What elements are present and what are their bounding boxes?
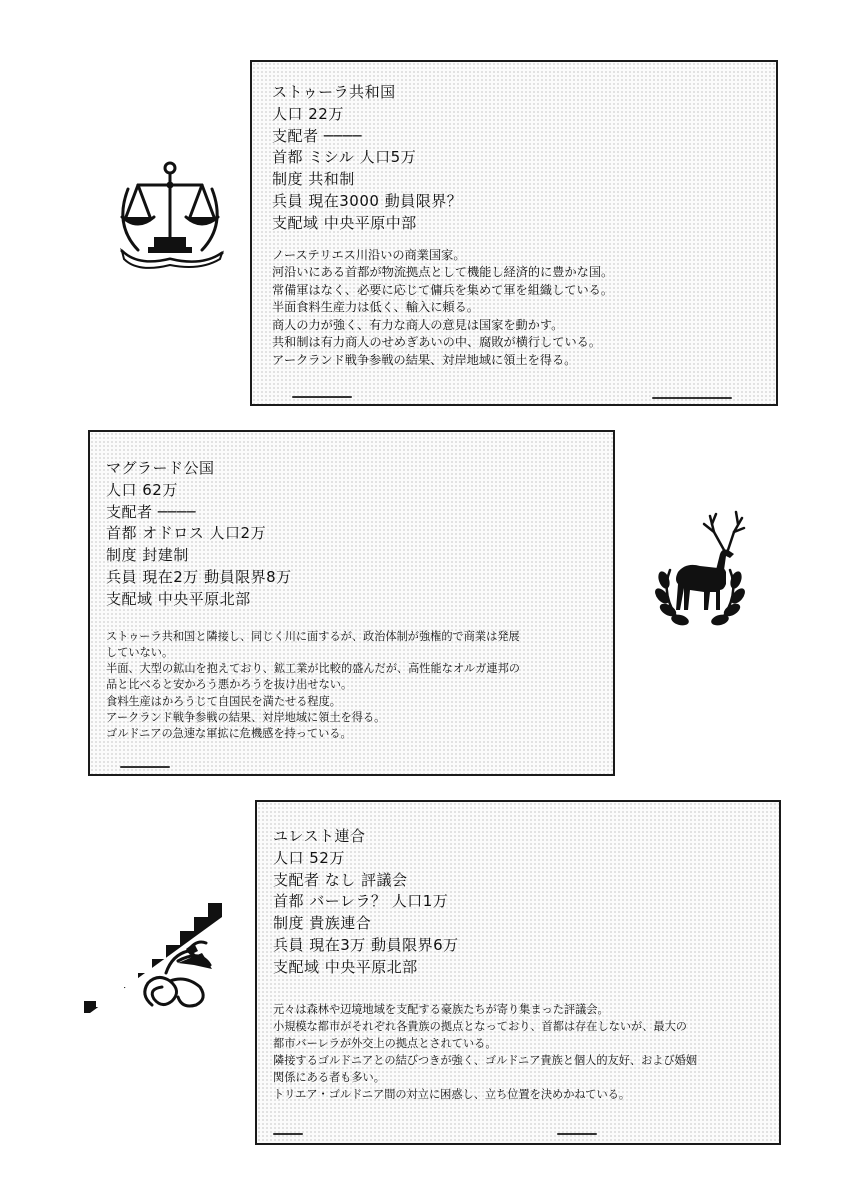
panel-yurest-union bbox=[255, 800, 781, 1145]
description-line: アークランド戦争参戦の結果、対岸地域に領土を得る。 bbox=[272, 352, 577, 367]
stats-block bbox=[272, 82, 613, 235]
dragon-emblem-icon bbox=[82, 895, 227, 1020]
stats-block bbox=[106, 458, 520, 611]
description-line: 半面、大型の鉱山を抱えており、鉱工業が比較的盛んだが、高性能なオルガ連邦の bbox=[106, 662, 520, 676]
stat-ruler: 支配者 なし 評議会 bbox=[273, 870, 408, 889]
panel-stura-republic bbox=[250, 60, 778, 406]
scratch-mark bbox=[652, 397, 732, 399]
stat-population: 人口 22万 bbox=[272, 104, 344, 123]
stats-block bbox=[273, 826, 697, 979]
description-line: ゴルドニアの急速な軍拡に危機感を持っている。 bbox=[106, 727, 352, 741]
stat-system: 制度 封建制 bbox=[106, 546, 189, 565]
scratch-mark bbox=[120, 766, 170, 768]
scratch-mark bbox=[292, 396, 352, 398]
description-line: 常備軍はなく、必要に応じて傭兵を集めて軍を組織している。 bbox=[272, 282, 614, 297]
description-line: 半面食料生産力は低く、輸入に頼る。 bbox=[272, 300, 479, 315]
panel-magrad-duchy bbox=[88, 430, 615, 776]
stat-troops: 兵員 現在3000 動員限界？ bbox=[272, 191, 463, 210]
description bbox=[273, 1001, 697, 1103]
description-line: 食料生産はかろうじて自国民を満たせる程度。 bbox=[106, 694, 341, 708]
description-line: 関係にある者も多い。 bbox=[273, 1070, 385, 1084]
stat-domain: 支配域 中央平原中部 bbox=[272, 213, 417, 232]
scratch-mark bbox=[557, 1133, 597, 1135]
stat-capital: 首都 オドロス 人口2万 bbox=[106, 524, 267, 543]
description bbox=[272, 247, 613, 370]
stag-emblem-icon bbox=[650, 510, 750, 632]
description-line: 小規模な都市がそれぞれ各貴族の拠点となっており、首都は存在しないが、最大の bbox=[273, 1019, 687, 1033]
description-line: していない。 bbox=[106, 645, 174, 659]
country-name: マグラード公国 bbox=[106, 459, 215, 477]
stat-domain: 支配域 中央平原北部 bbox=[106, 589, 251, 608]
stat-capital: 首都 バーレラ？ 人口1万 bbox=[273, 892, 449, 911]
stat-ruler: 支配者 ──── bbox=[106, 502, 196, 521]
description-line: 商人の力が強く、有力な商人の意見は国家を動かす。 bbox=[272, 317, 564, 332]
description-line: 元々は森林や辺境地域を支配する豪族たちが寄り集まった評議会。 bbox=[273, 1002, 609, 1016]
description-line: 隣接するゴルドニアとの結びつきが強く、ゴルドニア貴族と個人的友好、および婚姻 bbox=[273, 1053, 698, 1067]
description-line: 品と比べると安かろう悪かろうを抜け出せない。 bbox=[106, 678, 353, 692]
stat-capital: 首都 ミシル 人口5万 bbox=[272, 148, 417, 167]
scales-emblem-icon bbox=[108, 155, 233, 275]
description-line: ストゥーラ共和国と隣接し、同じく川に面するが、政治体制が強権的で商業は発展 bbox=[106, 629, 520, 643]
stat-population: 人口 62万 bbox=[106, 480, 178, 499]
country-name: ユレスト連合 bbox=[273, 827, 366, 845]
description bbox=[106, 629, 520, 743]
stat-troops: 兵員 現在3万 動員限界6万 bbox=[273, 935, 459, 954]
stat-population: 人口 52万 bbox=[273, 848, 345, 867]
description-line: 河沿いにある首都が物流拠点として機能し経済的に豊かな国。 bbox=[272, 265, 614, 280]
description-line: アークランド戦争参戦の結果、対岸地域に領土を得る。 bbox=[106, 711, 386, 725]
description-line: 共和制は有力商人のせめぎあいの中、腐敗が横行している。 bbox=[272, 335, 602, 350]
description-line: トリエア・ゴルドニア間の対立に困惑し、立ち位置を決めかねている。 bbox=[273, 1087, 631, 1101]
stat-system: 制度 貴族連合 bbox=[273, 914, 372, 933]
stat-system: 制度 共和制 bbox=[272, 170, 355, 189]
description-line: ノーステリエス川沿いの商業国家。 bbox=[272, 247, 466, 262]
description-line: 都市バーレラが外交上の拠点とされている。 bbox=[273, 1036, 497, 1050]
country-name: ストゥーラ共和国 bbox=[272, 83, 396, 101]
stat-ruler: 支配者 ──── bbox=[272, 126, 362, 145]
stat-domain: 支配域 中央平原北部 bbox=[273, 957, 418, 976]
stat-troops: 兵員 現在2万 動員限界8万 bbox=[106, 567, 292, 586]
scratch-mark bbox=[273, 1133, 303, 1135]
